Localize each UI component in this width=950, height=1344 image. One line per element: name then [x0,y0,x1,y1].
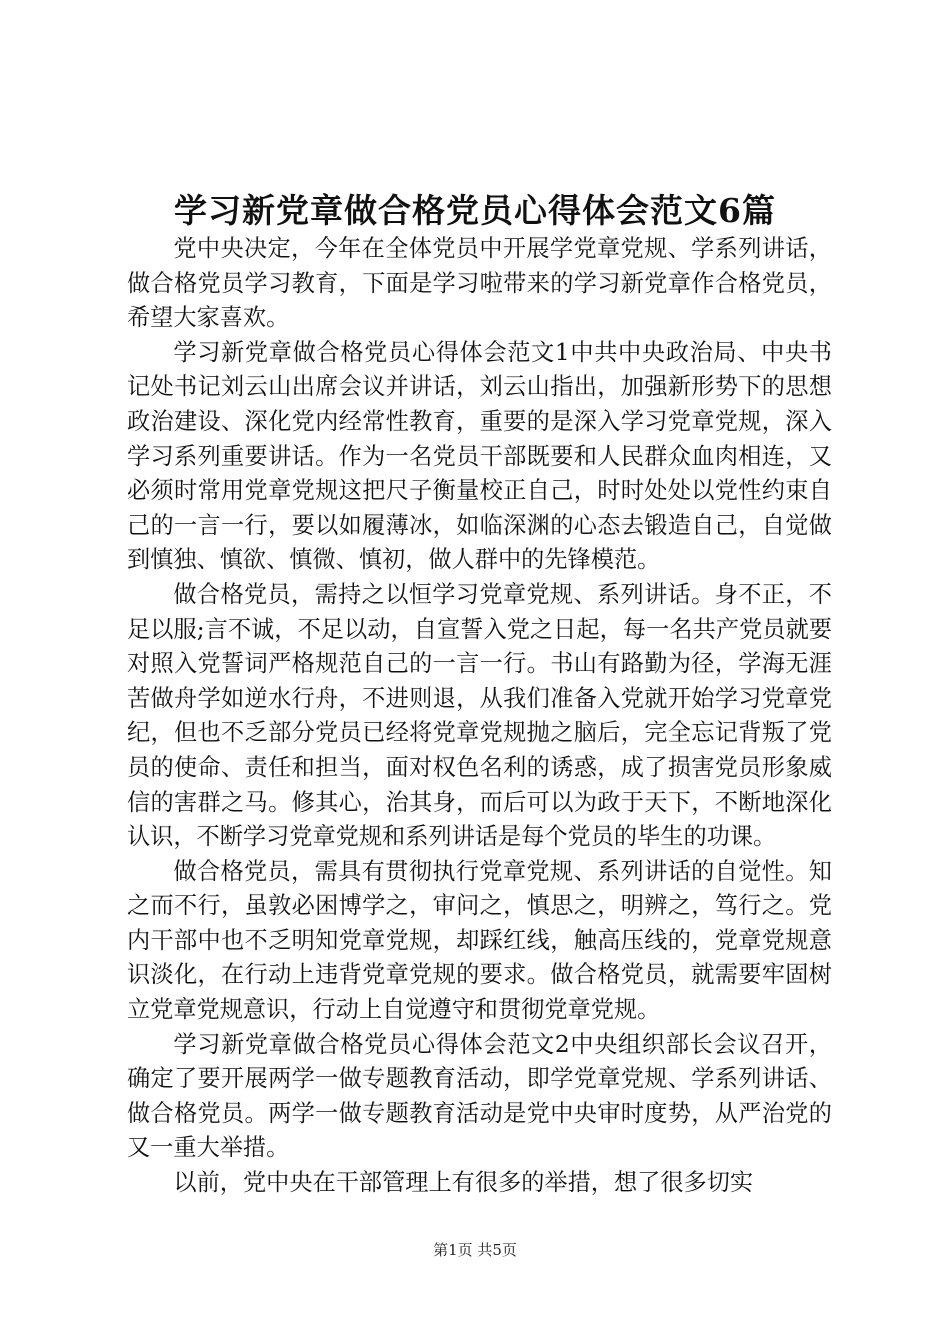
paragraph-sample-1: 学习新党章做合格党员心得体会范文1中共中央政治局、中央书记处书记刘云山出席会议并讲话，刘云山指出，加强新形势下的思想政治建设、深化党内经常性教育，重要的是深入学习党章党规，深入学习系列重要讲话。作为一名党员干部既要和人民群众血肉相连，又必须时常用党章党规这把尺子衡量校正自己，时时处处以党性约束自己的一言一行，要以如履薄冰，如临深渊的心态去锻造自己，自觉做到慎独、慎欲、慎微、慎初，做人群中的先锋模范。 [127,338,832,574]
document-title: 学习新党章做合格党员心得体会范文6篇 [174,191,776,230]
paragraph-intro: 党中央决定，今年在全体党员中开展学党章党规、学系列讲话，做合格党员学习教育，下面是学习啦带来的学习新党章作合格党员，希望大家喜欢。 [127,235,832,332]
page-footer: 第1页 共5页 [433,1241,517,1259]
paragraph-sample-2: 学习新党章做合格党员心得体会范文2中央组织部长会议召开，确定了要开展两学一做专题教育活动，即学党章党规、学系列讲话、做合格党员。两学一做专题教育活动是党中央审时度势，从严治党的又一重大举措。 [127,1030,832,1162]
document-body [127,232,832,1201]
paragraph-continued: 以前，党中央在干部管理上有很多的举措，想了很多切实 [173,1169,754,1197]
paragraph-study: 做合格党员，需持之以恒学习党章党规、系列讲话。身不正，不足以服;言不诚，不足以动，自宣誓入党之日起，每一名共产党员就要对照入党誓词严格规范自己的一言一行。书山有路勤为径，学海无涯苦做舟学如逆水行舟，不进则退，从我们准备入党就开始学习党章党纪，但也不乏部分党员已经将党章党规抛之脑后，完全忘记背叛了党员的使命、责任和担当，面对权色名利的诱惑，成了损害党员形象威信的害群之马。修其心，治其身，而后可以为政于天下，不断地深化认识，不断学习党章党规和系列讲话是每个党员的毕生的功课。 [127,580,832,851]
paragraph-consciousness: 做合格党员，需具有贯彻执行党章党规、系列讲话的自觉性。知之而不行，虽敦必困博学之，审问之，慎思之，明辨之，笃行之。党内干部中也不乏明知党章党规，却踩红线，触高压线的，党章党规意识淡化，在行动上违背党章党规的要求。做合格党员，就需要牢固树立党章党规意识，行动上自觉遵守和贯彻党章党规。 [127,857,832,1024]
